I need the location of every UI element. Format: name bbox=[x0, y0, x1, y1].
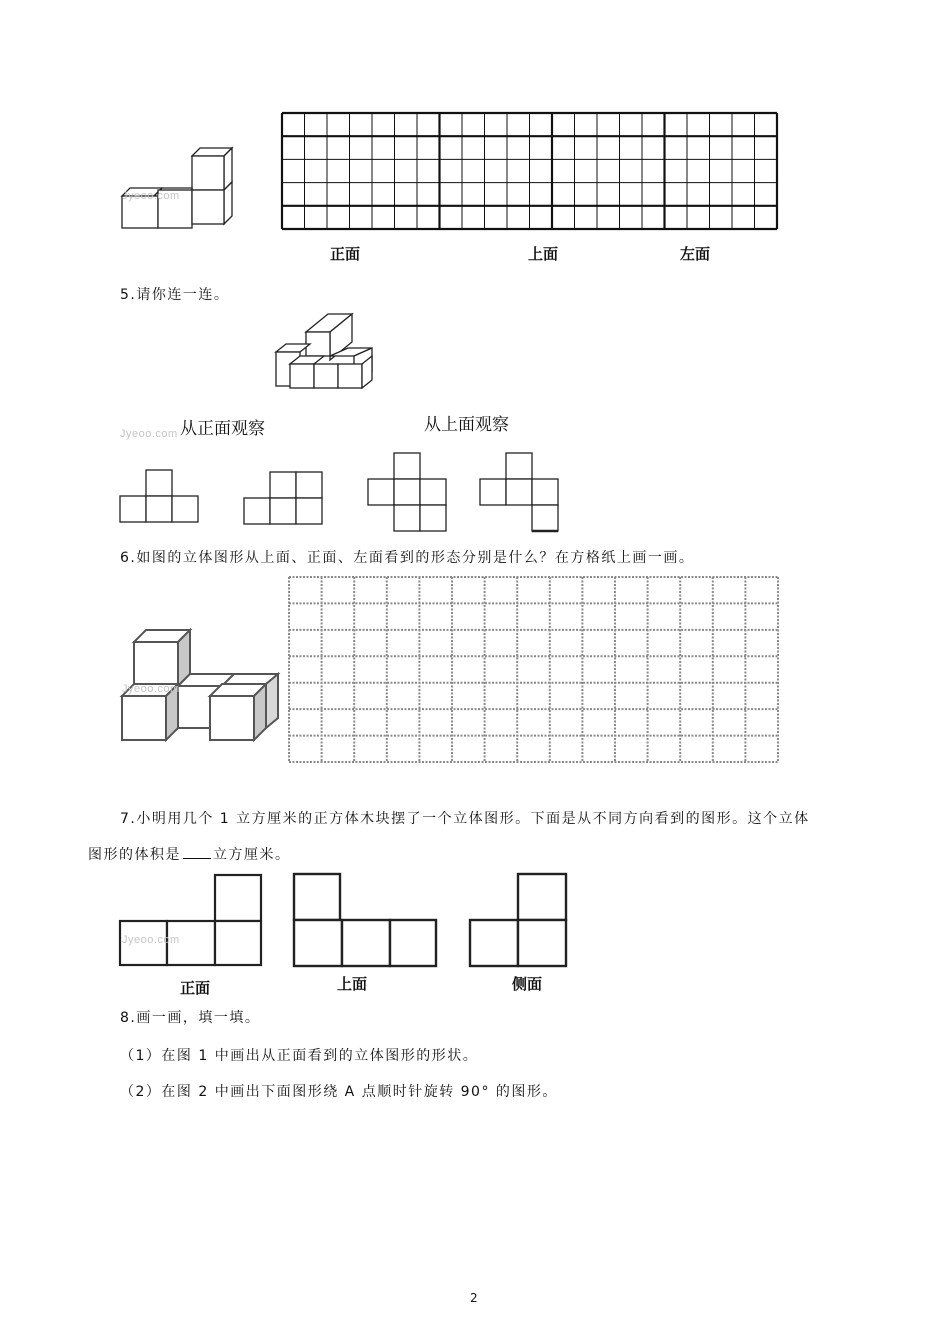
q5-title: 5.请你连一连。 bbox=[120, 287, 230, 303]
q7-line1: 7.小明用几个 1 立方厘米的正方体木块摆了一个立体图形。下面是从不同方向看到的图形。这个立体 bbox=[120, 811, 810, 827]
q7-view-side bbox=[468, 872, 572, 970]
watermark: Jyeoo.com bbox=[122, 190, 180, 202]
q4-cube-figure bbox=[118, 144, 238, 234]
q5-label-front: 从正面观察 bbox=[180, 419, 265, 439]
q7-line2-before: 图形的体积是 bbox=[88, 847, 181, 863]
q8-item2: （2）在图 2 中画出下面图形绕 A 点顺时针旋转 90° 的图形。 bbox=[120, 1084, 558, 1100]
watermark: Jyeoo.com bbox=[122, 683, 180, 695]
q5-option-2 bbox=[244, 470, 326, 526]
q8-item1: （1）在图 1 中画出从正面看到的立体图形的形状。 bbox=[120, 1048, 479, 1064]
q7-view-top bbox=[292, 872, 442, 970]
watermark: Jyeoo.com bbox=[122, 934, 180, 946]
q5-option-4 bbox=[478, 452, 560, 534]
q5-option-3 bbox=[366, 452, 448, 534]
watermark: Jyeoo.com bbox=[120, 428, 178, 440]
q4-label-left: 左面 bbox=[680, 245, 711, 263]
q5-option-1 bbox=[120, 468, 200, 524]
q7-label-top: 上面 bbox=[337, 975, 368, 993]
q7-line2-after: 立方厘米。 bbox=[213, 847, 291, 863]
q5-label-top: 从上面观察 bbox=[424, 415, 509, 435]
q7-line2 bbox=[88, 844, 291, 864]
q4-drawing-grid bbox=[282, 113, 779, 231]
q6-drawing-grid bbox=[289, 577, 780, 764]
q6-title: 6.如图的立体图形从上面、正面、左面看到的形态分别是什么？在方格纸上画一画。 bbox=[120, 550, 695, 566]
q4-label-top: 上面 bbox=[528, 245, 559, 263]
page-number: 2 bbox=[470, 1291, 478, 1305]
q5-cube-figure bbox=[272, 312, 382, 392]
q7-view-front bbox=[118, 872, 266, 970]
q4-label-front: 正面 bbox=[330, 245, 361, 263]
q7-label-front: 正面 bbox=[180, 979, 211, 997]
answer-blank[interactable] bbox=[183, 858, 211, 859]
q7-label-side: 侧面 bbox=[512, 975, 543, 993]
q8-title: 8.画一画，填一填。 bbox=[120, 1010, 261, 1026]
